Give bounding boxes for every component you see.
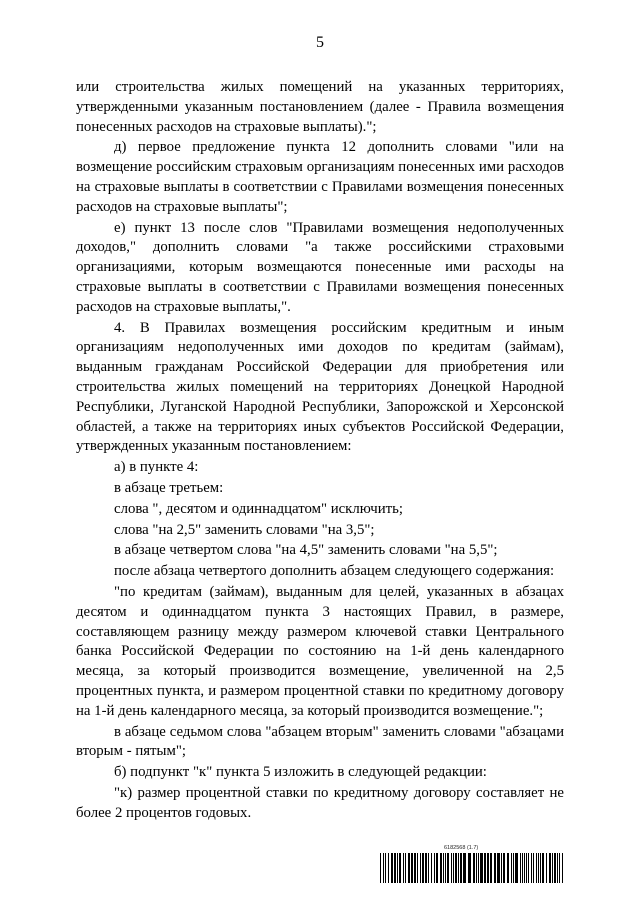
paragraph: в абзаце третьем:	[114, 479, 224, 496]
paragraph: "к) размер процентной ставки по кредитному договору составляет не более 2 процентов годовых.	[76, 784, 564, 821]
paragraph: д) первое предложение пункта 12 дополнить словами "или на возмещение российским страховым организациям понесенных ими расходов на страховые выплаты в соответствии с Правилами возмещения понесенных расходов на страховые выплаты";	[76, 139, 564, 215]
paragraph: в абзаце седьмом слова "абзацем вторым" заменить словами "абзацами вторым - пятым";	[76, 723, 564, 760]
paragraph: или строительства жилых помещений на указанных территориях, утвержденными указанным постановлением (далее - Правила возмещения понесенных расходов на страховые выплаты).";	[76, 79, 564, 135]
barcode-id: 6182568 (1.7)	[444, 845, 479, 851]
paragraph: 4. В Правилах возмещения российским кредитным и иным организациям недополученных ими доходов по кредитам (займам), выданным гражданам Российской Федерации для приобретения или строительства жилых помещений на территориях Донецкой Народной Республики, Луганской Народной Республики, Запорожской и Херсонской областей, а также на территориях иных субъектов Российской Федерации, утвержденных указанным постановлением:	[76, 319, 564, 455]
paragraph: в абзаце четвертом слова "на 4,5" заменить словами "на 5,5";	[114, 542, 498, 559]
paragraph: слова "на 2,5" заменить словами "на 3,5";	[114, 521, 375, 538]
paragraph: а) в пункте 4:	[114, 459, 199, 476]
paragraph: е) пункт 13 после слов "Правилами возмещения недополученных доходов," дополнить словами "а также российскими страховыми организациями, которым возмещаются понесенные ими расходы на страховые выплаты в соответствии с Правилами возмещения понесенных расходов на страховые выплаты,".	[76, 219, 564, 315]
paragraph: слова ", десятом и одиннадцатом" исключить;	[114, 500, 403, 517]
paragraph: "по кредитам (займам), выданным для целей, указанных в абзацах десятом и одиннадцатом пункта 3 настоящих Правил, в размере, составляющем разницу между размером ключевой ставки Центрального банка Российской Федерации по состоянию на 1-й день календарного месяца, за который производится возмещение, увеличенной на 2,5 процентных пункта, и размером процентной ставки по кредитному договору на 1-й день календарного месяца, за который производится возмещение.";	[76, 583, 564, 719]
paragraph: после абзаца четвертого дополнить абзацем следующего содержания:	[114, 563, 555, 580]
page-number: 5	[316, 34, 324, 51]
barcode-image	[380, 853, 566, 883]
paragraph: б) подпункт "к" пункта 5 изложить в следующей редакции:	[114, 764, 487, 781]
barcode-block	[380, 845, 566, 885]
document-body	[76, 78, 564, 824]
